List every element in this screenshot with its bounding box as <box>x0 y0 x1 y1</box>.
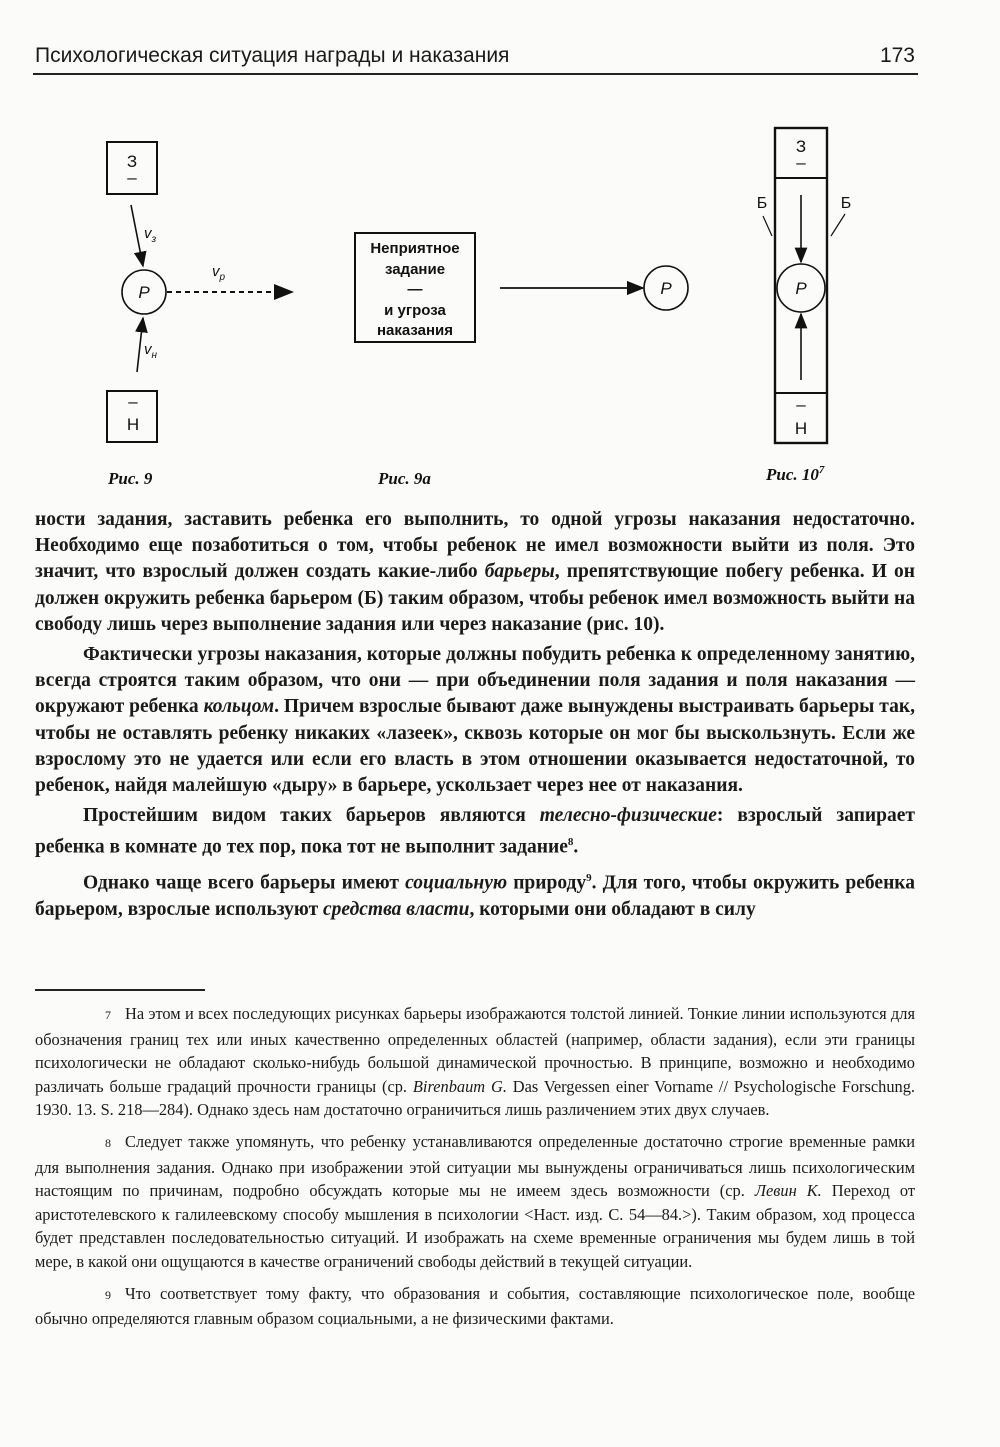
footnote: 9 Что соответствует тому факту, что образования и события, составляющие психологическое поле, вообще обычно определяются главным образом социальными, а не физическими фактами. <box>35 1283 915 1329</box>
figure-caption: Рис. 9a <box>378 469 431 488</box>
person-label: P <box>795 279 807 298</box>
box-text: — <box>407 281 423 298</box>
footnotes <box>35 1002 915 1339</box>
figure-10 <box>757 128 852 484</box>
footnote: 7 На этом и всех последующих рисунках барьеры изображаются толстой линией. Тонкие линии используются для обозначения границ тех или иных качественно определенных областей (например, области задания), если эти границы психологически не обладают сколько-нибудь большой динамической прочностью. В принципе, возможно и необходимо различать больше градаций прочности границы (ср. Birenbaum G. Das Vergessen einer Vorname // Psychologische Forschung. 1930. 13. S. 218—284). Однако здесь нам достаточно ограничиться лишь различением этих двух случаев. <box>35 1004 915 1120</box>
box-text: и угроза <box>384 302 446 319</box>
figure-caption: Рис. 9 <box>108 469 153 488</box>
paragraph: Фактически угрозы наказания, которые должны побудить ребенка к определенному занятию, всегда строятся таким образом, что они — при объединении поля задания и поля наказания — окружают ребенка кольцом. Причем взрослые бывают даже вынуждены выстраивать барьеры так, чтобы не оставлять ребенку никаких «лазеек», сквозь которые он мог бы выскользнуть. Если же взрослому это не удается или если его власть в этом отношении оказывается недостаточной, то ребенок, найдя малейшую «дыру» в барьере, ускользает через нее от наказания. <box>35 644 915 797</box>
punishment-label: Н <box>126 415 140 434</box>
figure-9 <box>107 142 292 488</box>
footnote: 8 Следует также упомянуть, что ребенку устанавливаются определенные достаточно строгие временные рамки для выполнения задания. Однако при изображении этой ситуации мы вынуждены ограничиваться лишь психологическим настоящим по причинам, подробно обсуждать которые мы не имеем здесь возможности (ср. Левин К. Переход от аристотелевского к галилеевскому способу мышления в психологии <Наст. изд. С. 54—84.>). Таким образом, ход процесса будет представлен последовательностью ситуаций. И изображать на схеме временные ограничения мы будем лишь в той мере, в какой они ощущаются в качестве ограничений свободы действий в текущей ситуации. <box>35 1131 915 1271</box>
barrier-label: Б <box>840 195 852 212</box>
force-label-vz: $v_з$ <box>144 225 157 245</box>
main-text <box>35 507 915 927</box>
task-label: З <box>795 137 807 156</box>
header-title: Психологическая ситуация награды и наказания <box>35 44 510 67</box>
box-text: задание <box>384 261 446 278</box>
punishment-label: Н <box>794 419 808 438</box>
person-label: P <box>660 279 672 298</box>
footnote-rule <box>35 989 205 991</box>
valence-sign: – <box>796 153 806 172</box>
valence-sign: – <box>128 392 138 411</box>
figure-caption: Рис. $10^7$ <box>766 464 825 484</box>
task-label: З <box>126 152 138 171</box>
force-arrow-task <box>131 205 143 266</box>
person-label: P <box>138 283 150 302</box>
paragraph: Однако чаще всего барьеры имеют социальную природу$^9$. Для того, чтобы окружить ребенка барьером, взрослые используют средства власти, которыми они обладают в силу <box>35 872 915 920</box>
paragraph: Простейшим видом таких барьеров являются телесно-физические: взрослый запирает ребенка в комнате до тех пор, пока тот не выполнит задание$^8$. <box>35 805 915 858</box>
paragraph: ности задания, заставить ребенка его выполнить, то одной угрозы наказания недостаточно. Необходимо еще позаботиться о том, чтобы ребенок не имел возможности выйти из поля. Это значит, что взрослый должен создать какие-либо барьеры, препятствующие побегу ребенка. И он должен окружить ребенка барьером (Б) таким образом, чтобы ребенок имел возможность выйти на свободу лишь через выполнение задания или через наказание (рис. 10). <box>35 509 915 635</box>
valence-sign: – <box>127 168 137 187</box>
force-arrow-punishment <box>137 318 143 372</box>
force-label-vn: $v_н$ <box>144 341 158 361</box>
figures <box>0 0 1000 500</box>
barrier-label: Б <box>756 195 768 212</box>
leader-line <box>763 216 772 236</box>
page-number: 173 <box>879 44 915 67</box>
box-text: Неприятное <box>370 240 460 257</box>
force-label-vp: $v_р$ <box>212 263 226 283</box>
valence-sign: – <box>796 395 806 414</box>
box-text: наказания <box>376 322 454 339</box>
figure-9a <box>355 233 688 488</box>
leader-line <box>831 214 845 236</box>
